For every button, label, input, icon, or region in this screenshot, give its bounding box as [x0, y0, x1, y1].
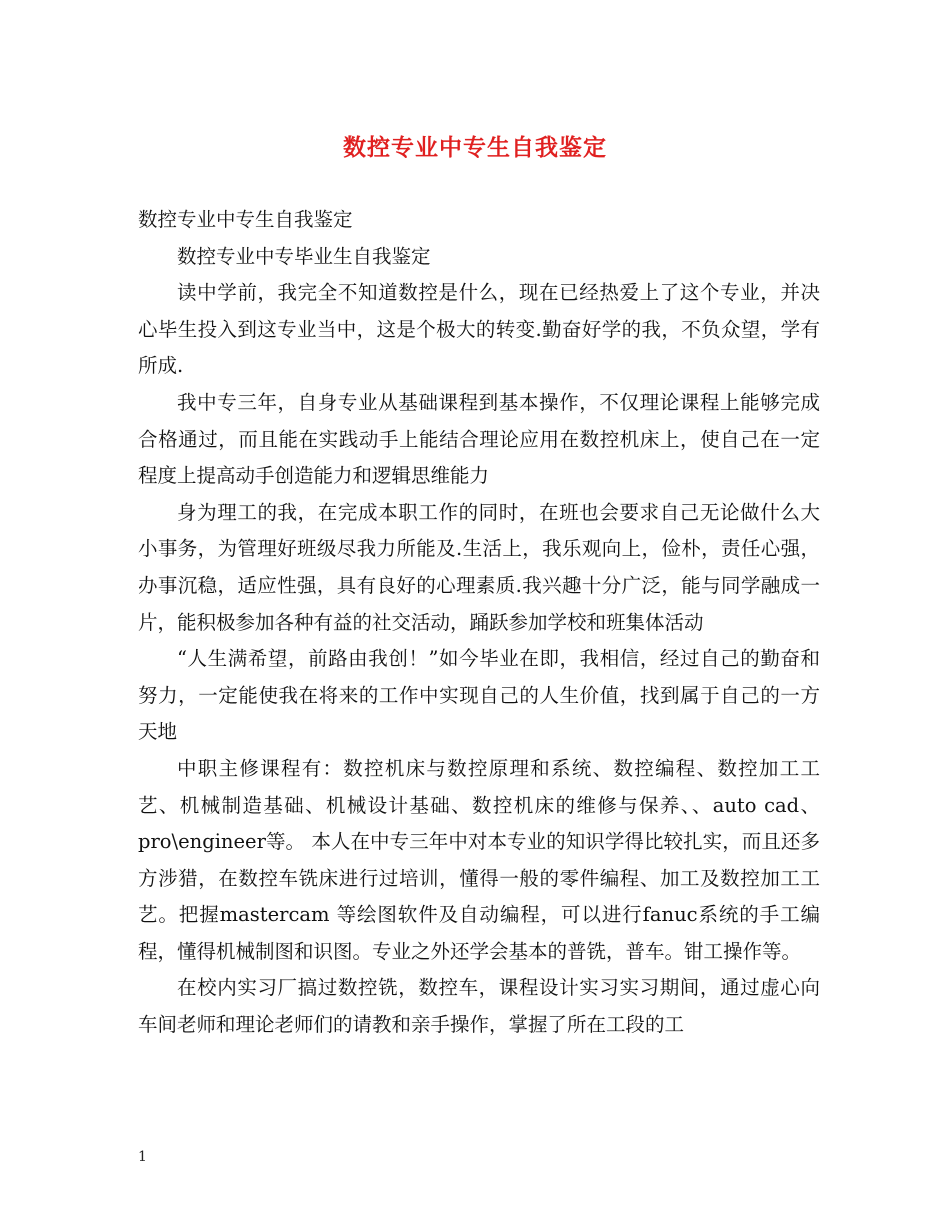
- page-number: 1: [138, 1149, 147, 1165]
- paragraph-internship: 在校内实习厂搞过数控铣，数控车，课程设计实习实习期间，通过虚心向车间老师和理论老师们的请教和亲手操作，掌握了所在工段的工: [138, 976, 820, 1037]
- paragraph-study: 我中专三年，自身专业从基础课程到基本操作，不仅理论课程上能够完成合格通过，而且能在实践动手上能结合理论应用在数控机床上，使自己在一定程度上提高动手创造能力和逻辑思维能力: [138, 390, 820, 488]
- document-body: [138, 202, 820, 1044]
- paragraph-life: 身为理工的我，在完成本职工作的同时，在班也会要求自己无论做什么大小事务，为管理好班级尽我力所能及.生活上，我乐观向上，俭朴，责任心强，办事沉稳，适应性强，具有良好的心理素质.我兴趣十分广泛，能与同学融成一片，能积极参加各种有益的社交活动，踊跃参加学校和班集体活动: [138, 500, 820, 634]
- paragraph-intro: 读中学前，我完全不知道数控是什么，现在已经热爱上了这个专业，并决心毕生投入到这专业当中，这是个极大的转变.勤奋好学的我，不负众望，学有所成.: [138, 281, 820, 378]
- paragraph-courses: 中职主修课程有：数控机床与数控原理和系统、数控编程、数控加工工艺、机械制造基础、机械设计基础、数控机床的维修与保养、、auto cad、pro\engineer等。 本人在中专三年中对本专业的知识学得比较扎实，而且还多方涉猎，在数控车铣床进行过培训，懂得一般的零件编程、加工及数控加工工艺。把握mastercam 等绘图软件及自动编程，可以进行fanuc系统的手工编程，懂得机械制图和识图。专业之外还学会基本的普铣，普车。钳工操作等。: [138, 756, 820, 963]
- document-title: 数控专业中专生自我鉴定: [343, 134, 607, 161]
- paragraph-subheading: 数控专业中专毕业生自我鉴定: [177, 244, 431, 268]
- paragraph-heading: 数控专业中专生自我鉴定: [138, 208, 353, 231]
- paragraph-motto: “人生满希望，前路由我创！”如今毕业在即，我相信，经过自己的勤奋和努力，一定能使我在将来的工作中实现自己的人生价值，找到属于自己的一方天地: [138, 647, 820, 744]
